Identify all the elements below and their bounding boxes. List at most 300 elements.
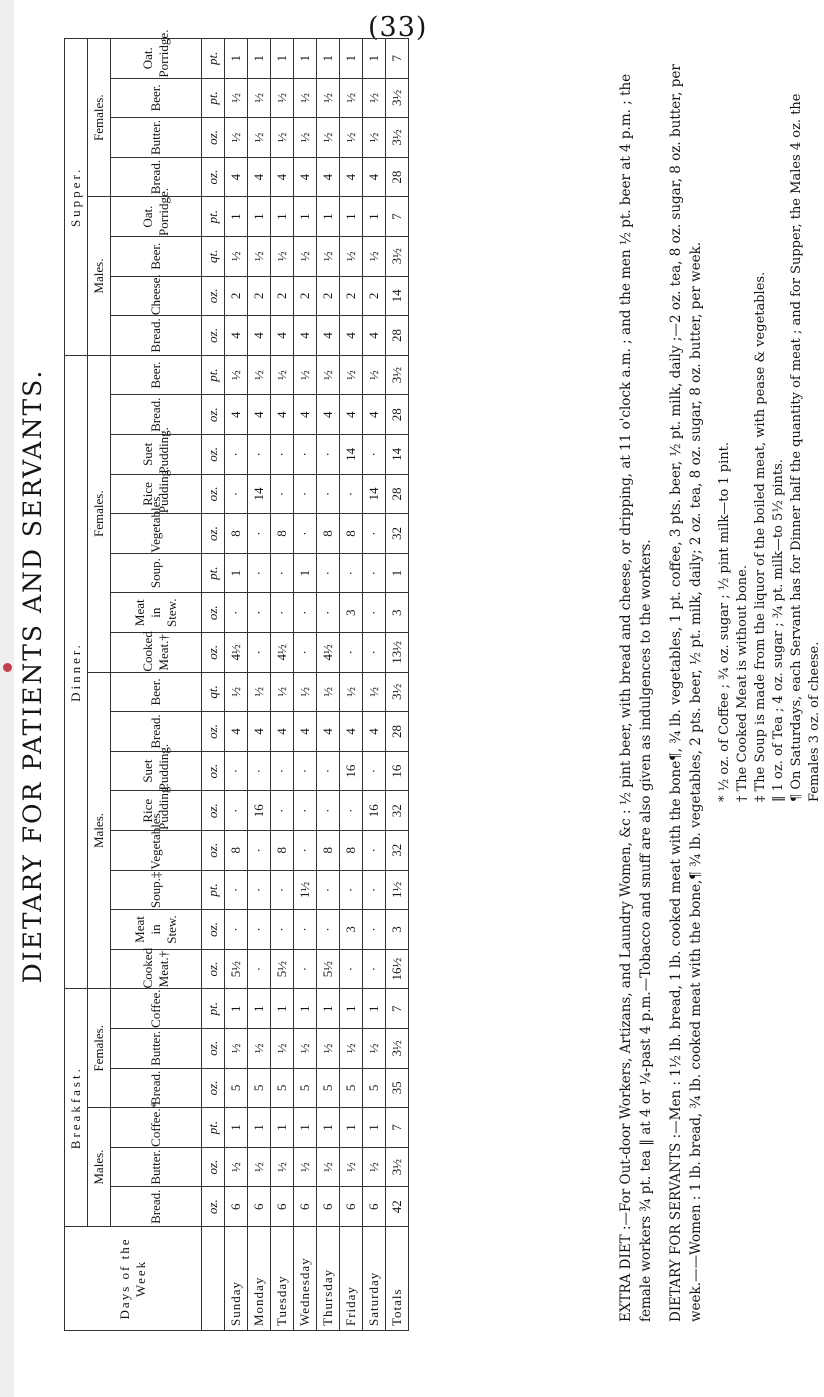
total-cell: 3½: [386, 78, 409, 118]
col-beer: Beer.: [111, 672, 202, 712]
table-cell: ½: [294, 236, 317, 276]
footnote: † The Cooked Meat is without bone.: [735, 565, 750, 802]
unit: pt.: [202, 989, 225, 1029]
table-cell: 16: [363, 791, 386, 831]
total-cell: 14: [386, 435, 409, 475]
table-cell: ½: [225, 1147, 248, 1187]
table-cell: 2: [248, 276, 271, 316]
table-cell: 4: [317, 316, 340, 356]
table-cell: ·: [225, 474, 248, 514]
footnote: ‖ 1 oz. of Tea ; 4 oz. sugar ; ¾ pt. milk—to 5½ pints.: [771, 459, 786, 802]
table-cell: 16: [248, 791, 271, 831]
table-cell: 4: [271, 712, 294, 752]
table-cell: ½: [340, 78, 363, 118]
table-cell: 5½: [317, 949, 340, 989]
table-cell: 1: [340, 197, 363, 237]
total-cell: 42: [386, 1187, 409, 1227]
total-cell: 16½: [386, 949, 409, 989]
total-cell: 3½: [386, 118, 409, 158]
table-cell: ½: [271, 118, 294, 158]
table-cell: ·: [225, 751, 248, 791]
table-cell: 4: [363, 316, 386, 356]
total-cell: 13½: [386, 633, 409, 673]
unit: oz.: [202, 157, 225, 197]
col-oat-porridge: Oat. Porridge.: [111, 197, 202, 237]
table-cell: ½: [317, 118, 340, 158]
table-row: [294, 38, 317, 1330]
table-cell: 4: [340, 712, 363, 752]
extra-diet-note: EXTRA DIET :—For Out-door Workers, Artizans, and Laundry Women, &c : ½ pint beer, with bread and cheese, or dripping, at 11 o'clock a.m. ; and the men ½ pt. beer at 4 p.m. ; the female workers ¾ pt. tea ‖ at 4 or ¼-past 4 p.m.—Tobacco and snuff are also given as indulgences to the workers.: [618, 73, 654, 1322]
table-cell: 1: [271, 989, 294, 1029]
table-cell: ·: [340, 633, 363, 673]
table-cell: ·: [271, 474, 294, 514]
unit: oz.: [202, 316, 225, 356]
table-cell: ½: [248, 672, 271, 712]
totals-row: [386, 38, 409, 1330]
table-cell: ½: [363, 1029, 386, 1069]
notes-section: [616, 42, 824, 1322]
table-cell: ½: [363, 118, 386, 158]
supper-males-header: Males.: [88, 197, 111, 355]
unit: pt.: [202, 38, 225, 78]
table-row: [225, 38, 248, 1330]
unit: oz.: [202, 1068, 225, 1108]
table-cell: 1: [363, 989, 386, 1029]
table-cell: 4: [340, 395, 363, 435]
table-cell: 4: [225, 316, 248, 356]
col-beer: Beer.: [111, 355, 202, 395]
table-cell: 5: [363, 1068, 386, 1108]
unit: pt.: [202, 355, 225, 395]
table-cell: ½: [271, 1147, 294, 1187]
table-cell: ½: [294, 355, 317, 395]
table-cell: 1: [294, 553, 317, 593]
table-cell: 5: [294, 1068, 317, 1108]
day-label: Tuesday: [271, 1227, 294, 1331]
footnotes: [716, 42, 824, 802]
table-cell: ·: [294, 910, 317, 950]
unit: oz.: [202, 791, 225, 831]
total-cell: 3: [386, 910, 409, 950]
table-row: [317, 38, 340, 1330]
table-cell: ·: [294, 474, 317, 514]
total-cell: 14: [386, 276, 409, 316]
day-label: Wednesday: [294, 1227, 317, 1331]
table-cell: 4: [294, 712, 317, 752]
table-cell: ½: [363, 672, 386, 712]
table-cell: 4: [363, 712, 386, 752]
table-cell: 1: [363, 1108, 386, 1148]
table-cell: 5: [225, 1068, 248, 1108]
table-cell: 1: [363, 197, 386, 237]
table-cell: ½: [294, 1029, 317, 1069]
unit: oz.: [202, 751, 225, 791]
unit: oz.: [202, 949, 225, 989]
table-cell: ·: [363, 633, 386, 673]
table-cell: 16: [340, 751, 363, 791]
unit: oz.: [202, 474, 225, 514]
table-cell: ·: [363, 751, 386, 791]
table-cell: 4: [363, 395, 386, 435]
table-cell: 6: [340, 1187, 363, 1227]
footnote: ‡ The Soup is made from the liquor of the boiled meat, with pease & vegetables.: [753, 271, 768, 802]
table-cell: ·: [294, 593, 317, 633]
table-cell: ½: [317, 1029, 340, 1069]
col-cheese: Cheese.: [111, 276, 202, 316]
table-cell: ½: [294, 672, 317, 712]
unit: pt.: [202, 78, 225, 118]
table-cell: ½: [225, 355, 248, 395]
table-cell: ½: [225, 1029, 248, 1069]
unit: oz.: [202, 1187, 225, 1227]
supper-header: Supper.: [65, 38, 88, 355]
table-cell: 8: [317, 514, 340, 554]
col-coffee: Coffee.*: [111, 1108, 202, 1148]
table-cell: 8: [271, 514, 294, 554]
col-meat-in-stew: Meat in Stew.: [111, 593, 202, 633]
table-cell: 1: [271, 197, 294, 237]
table-cell: 1: [294, 989, 317, 1029]
day-label: Saturday: [363, 1227, 386, 1331]
total-cell: 7: [386, 38, 409, 78]
col-butter: Butter.: [111, 118, 202, 158]
unit: oz.: [202, 593, 225, 633]
table-cell: 3: [340, 910, 363, 950]
total-cell: 28: [386, 395, 409, 435]
footnote: ¶ On Saturdays, each Servant has for Dinner half the quantity of meat ; and for Supper, the Males 4 oz. the Females 3 oz. of cheese.: [789, 93, 822, 802]
table-cell: ·: [340, 553, 363, 593]
table-cell: 4½: [225, 633, 248, 673]
table-cell: ½: [248, 1147, 271, 1187]
table-row: [271, 38, 294, 1330]
unit: oz.: [202, 910, 225, 950]
table-cell: ½: [317, 355, 340, 395]
unit: pt.: [202, 1108, 225, 1148]
table-cell: 4: [317, 712, 340, 752]
total-cell: 35: [386, 1068, 409, 1108]
unit: oz.: [202, 712, 225, 752]
col-soup: Soup.: [111, 553, 202, 593]
table-cell: ·: [317, 593, 340, 633]
table-cell: 4: [294, 157, 317, 197]
total-cell: 28: [386, 474, 409, 514]
table-cell: ·: [294, 949, 317, 989]
table-cell: 1: [225, 38, 248, 78]
table-cell: ·: [294, 831, 317, 871]
table-cell: 6: [363, 1187, 386, 1227]
table-cell: ·: [271, 435, 294, 475]
table-cell: ·: [248, 553, 271, 593]
table-cell: 1: [225, 989, 248, 1029]
table-cell: 6: [271, 1187, 294, 1227]
total-cell: 28: [386, 157, 409, 197]
days-header: Days of the Week: [65, 1227, 202, 1331]
table-cell: ½: [363, 1147, 386, 1187]
ink-spot: [3, 663, 12, 672]
breakfast-females-header: Females.: [88, 989, 111, 1108]
table-cell: 14: [340, 435, 363, 475]
table-cell: 4: [317, 395, 340, 435]
table-cell: ½: [317, 236, 340, 276]
unit: oz.: [202, 395, 225, 435]
col-oat-porridge: Oat. Porridge.: [111, 38, 202, 78]
table-cell: 2: [271, 276, 294, 316]
table-cell: ·: [363, 435, 386, 475]
table-cell: 6: [317, 1187, 340, 1227]
table-cell: ½: [225, 236, 248, 276]
table-cell: 1: [294, 38, 317, 78]
col-rice-pudding: Rice Pudding.: [111, 791, 202, 831]
total-cell: 3½: [386, 672, 409, 712]
table-cell: ½: [340, 1147, 363, 1187]
table-cell: ·: [363, 553, 386, 593]
table-cell: 1: [248, 38, 271, 78]
table-cell: 8: [271, 831, 294, 871]
table-row: [340, 38, 363, 1330]
table-row: [363, 38, 386, 1330]
table-cell: ½: [248, 355, 271, 395]
table-cell: 5: [248, 1068, 271, 1108]
page-margin-shadow: [0, 0, 14, 1397]
breakfast-males-header: Males.: [88, 1108, 111, 1227]
table-cell: 4: [271, 157, 294, 197]
table-cell: ·: [363, 593, 386, 633]
table-cell: 5: [340, 1068, 363, 1108]
table-cell: ½: [248, 78, 271, 118]
col-vegetables: Vegetables.: [111, 514, 202, 554]
table-cell: 8: [340, 514, 363, 554]
table-cell: 4: [248, 395, 271, 435]
table-cell: ·: [294, 633, 317, 673]
day-label: Sunday: [225, 1227, 248, 1331]
col-butter: Butter.: [111, 1147, 202, 1187]
total-cell: 3½: [386, 1147, 409, 1187]
table-cell: ½: [225, 672, 248, 712]
table-cell: ·: [271, 870, 294, 910]
table-cell: 6: [225, 1187, 248, 1227]
table-cell: ·: [363, 514, 386, 554]
table-cell: 6: [294, 1187, 317, 1227]
table-cell: 14: [363, 474, 386, 514]
unit: pt.: [202, 870, 225, 910]
col-cooked-meat: Cooked Meat.†: [111, 949, 202, 989]
table-cell: 8: [225, 831, 248, 871]
table-cell: ·: [248, 910, 271, 950]
table-cell: ·: [248, 870, 271, 910]
table-cell: ·: [248, 633, 271, 673]
col-bread: Bread.: [111, 395, 202, 435]
table-cell: ½: [248, 1029, 271, 1069]
table-cell: ·: [271, 751, 294, 791]
total-cell: 28: [386, 316, 409, 356]
table-cell: 2: [294, 276, 317, 316]
table-cell: ·: [317, 910, 340, 950]
table-cell: ½: [271, 672, 294, 712]
unit: oz.: [202, 118, 225, 158]
day-label: Friday: [340, 1227, 363, 1331]
table-cell: ·: [294, 514, 317, 554]
table-cell: 1: [317, 1108, 340, 1148]
total-cell: 3: [386, 593, 409, 633]
col-suet-pudding: Suet Pudding.: [111, 751, 202, 791]
dinner-females-header: Females.: [88, 355, 111, 672]
unit: oz.: [202, 1147, 225, 1187]
table-cell: ½: [225, 118, 248, 158]
total-cell: 7: [386, 989, 409, 1029]
dietary-table-body: [225, 38, 409, 1330]
unit: oz.: [202, 633, 225, 673]
table-cell: ·: [248, 435, 271, 475]
dietary-table: [64, 29, 409, 1331]
total-cell: 32: [386, 791, 409, 831]
table-cell: 8: [225, 514, 248, 554]
total-cell: 32: [386, 831, 409, 871]
total-cell: 3½: [386, 1029, 409, 1069]
total-cell: 7: [386, 197, 409, 237]
table-cell: 5½: [271, 949, 294, 989]
unit: qt.: [202, 236, 225, 276]
table-cell: ½: [271, 236, 294, 276]
table-cell: 4: [294, 316, 317, 356]
col-bread: Bread.: [111, 1068, 202, 1108]
table-cell: ·: [248, 751, 271, 791]
table-cell: 1: [248, 197, 271, 237]
col-meat-in-stew: Meat in Stew.: [111, 910, 202, 950]
table-cell: ·: [248, 593, 271, 633]
table-cell: 4: [248, 157, 271, 197]
table-cell: 4: [340, 316, 363, 356]
table-cell: 1: [225, 553, 248, 593]
table-cell: 4: [225, 157, 248, 197]
unit: oz.: [202, 514, 225, 554]
table-cell: 2: [340, 276, 363, 316]
table-cell: ½: [271, 1029, 294, 1069]
unit: oz.: [202, 831, 225, 871]
table-cell: 5½: [225, 949, 248, 989]
col-butter: Butter.: [111, 1029, 202, 1069]
col-bread: Bread.: [111, 712, 202, 752]
total-cell: 32: [386, 514, 409, 554]
table-cell: ½: [294, 118, 317, 158]
table-cell: 4: [248, 712, 271, 752]
table-cell: 1: [294, 197, 317, 237]
unit: oz.: [202, 276, 225, 316]
table-cell: 1½: [294, 870, 317, 910]
table-cell: 1: [248, 1108, 271, 1148]
col-beer: Beer.: [111, 236, 202, 276]
table-cell: ·: [271, 593, 294, 633]
total-cell: 1: [386, 553, 409, 593]
table-cell: ·: [294, 435, 317, 475]
table-cell: ·: [225, 870, 248, 910]
col-bread: Bread.: [111, 157, 202, 197]
table-cell: 2: [317, 276, 340, 316]
page-title: DIETARY FOR PATIENTS AND SERVANTS.: [18, 368, 47, 984]
total-cell: 1½: [386, 870, 409, 910]
table-cell: 1: [340, 989, 363, 1029]
unit: pt.: [202, 197, 225, 237]
col-coffee: Coffee.: [111, 989, 202, 1029]
table-cell: ½: [340, 672, 363, 712]
dinner-males-header: Males.: [88, 672, 111, 989]
table-cell: ·: [317, 791, 340, 831]
table-cell: 1: [271, 1108, 294, 1148]
table-cell: ·: [225, 791, 248, 831]
day-label: Thursday: [317, 1227, 340, 1331]
table-cell: ·: [363, 949, 386, 989]
supper-females-header: Females.: [88, 38, 111, 196]
page-number: (33): [368, 12, 428, 43]
table-cell: ·: [225, 435, 248, 475]
table-cell: 1: [340, 1108, 363, 1148]
table-cell: ·: [294, 791, 317, 831]
total-cell: 3½: [386, 355, 409, 395]
table-cell: ·: [294, 751, 317, 791]
unit: qt.: [202, 672, 225, 712]
table-cell: 4: [363, 157, 386, 197]
table-cell: 6: [248, 1187, 271, 1227]
table-cell: ½: [225, 78, 248, 118]
table-cell: 4: [225, 395, 248, 435]
servants-dietary-note: DIETARY FOR SERVANTS :—Men : 1½ lb. bread, 1 lb. cooked meat with the bone¶, ¾ lb. vegetables, 1 pt. coffee, 3 pts. beer, ½ pt. milk, daily ;—2 oz. tea, 8 oz. sugar, 8 oz. butter, per week.——Women : 1 lb. bread, ¾ lb. cooked meat with the bone,¶ ¾ lb. vegetables, 2 pts. beer, ½ pt. milk, daily; 2 oz. tea, 8 oz. sugar, 8 oz. butter, per week.: [668, 64, 704, 1322]
table-row: [248, 38, 271, 1330]
col-cooked-meat: Cooked Meat.†: [111, 633, 202, 673]
table-cell: ·: [340, 949, 363, 989]
breakfast-header: Breakfast.: [65, 989, 88, 1227]
rotated-content: [16, 26, 822, 1346]
table-cell: ·: [340, 870, 363, 910]
col-vegetables: Vegetables.: [111, 831, 202, 871]
day-label: Monday: [248, 1227, 271, 1331]
table-cell: ·: [317, 553, 340, 593]
table-cell: ½: [340, 355, 363, 395]
col-rice-pudding: Rice Pudding.: [111, 474, 202, 514]
table-cell: 1: [317, 38, 340, 78]
table-cell: ·: [363, 831, 386, 871]
table-cell: 4: [294, 395, 317, 435]
table-cell: 8: [317, 831, 340, 871]
table-cell: 1: [317, 197, 340, 237]
col-bread: Bread.: [111, 1187, 202, 1227]
table-cell: 4: [340, 157, 363, 197]
table-cell: 4: [225, 712, 248, 752]
table-cell: ½: [340, 118, 363, 158]
unit: pt.: [202, 553, 225, 593]
table-cell: ·: [340, 474, 363, 514]
table-cell: 4: [317, 157, 340, 197]
total-cell: 28: [386, 712, 409, 752]
col-soup: Soup.‡: [111, 870, 202, 910]
unit: oz.: [202, 435, 225, 475]
table-cell: ·: [225, 593, 248, 633]
table-cell: ·: [248, 831, 271, 871]
table-cell: ½: [294, 78, 317, 118]
table-cell: ·: [248, 949, 271, 989]
table-cell: ½: [363, 78, 386, 118]
table-cell: 1: [248, 989, 271, 1029]
table-cell: 2: [225, 276, 248, 316]
table-cell: ½: [248, 236, 271, 276]
footnote: * ½ oz. of Coffee ; ¾ oz. sugar ; ½ pint milk—to 1 pint.: [717, 441, 732, 802]
table-cell: ½: [363, 355, 386, 395]
totals-label: Totals: [386, 1227, 409, 1331]
table-cell: ½: [294, 1147, 317, 1187]
table-cell: ·: [225, 910, 248, 950]
table-cell: 4½: [317, 633, 340, 673]
table-cell: ½: [340, 1029, 363, 1069]
table-cell: ½: [317, 78, 340, 118]
table-cell: 1: [294, 1108, 317, 1148]
